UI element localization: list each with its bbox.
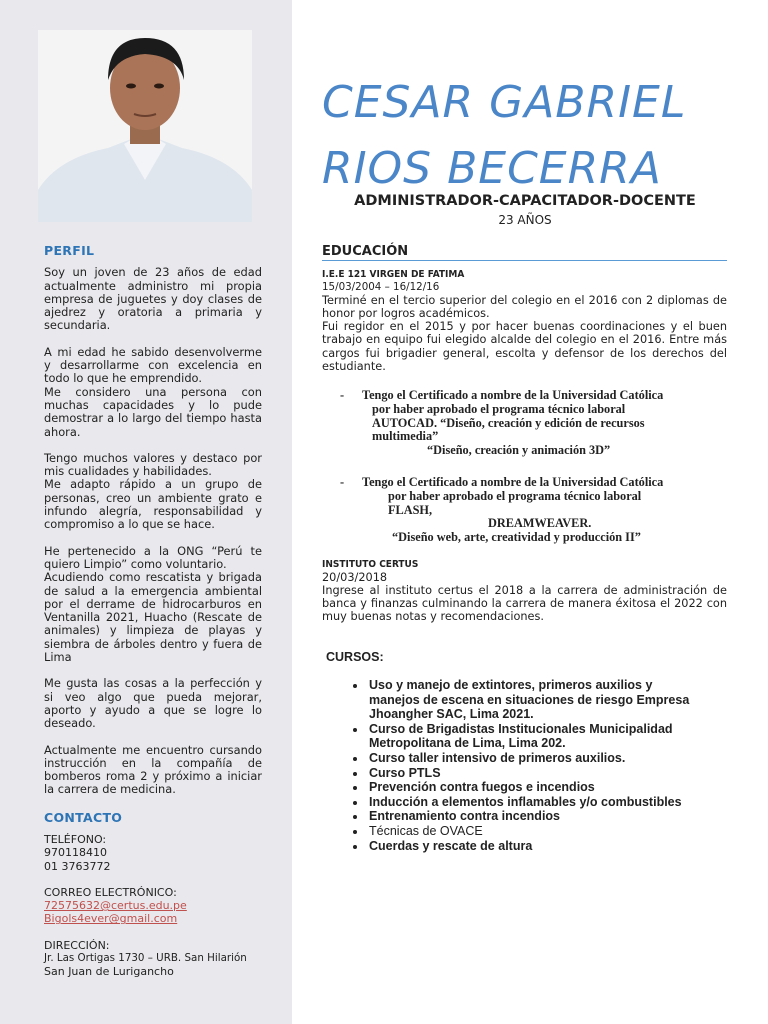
job-title: ADMINISTRADOR-CAPACITADOR-DOCENTE (354, 193, 696, 209)
course-item: • Curso taller intensivo de primeros auxilios. (367, 751, 702, 766)
course-item: • Inducción a elementos inflamables y/o combustibles (367, 795, 702, 810)
profile-title: PERFIL (44, 243, 95, 258)
name-line: CESAR GABRIEL (322, 77, 687, 128)
school-description: Fui regidor en el 2015 y por hacer buenas coordinaciones y el buen trabajo en equipo fui elegido alcalde del colegio en el 2016. Entre más cargos fui brigadier general, escolta y defensor de los derechos del estudiante. (322, 320, 727, 373)
sidebar (44, 244, 262, 979)
email-link[interactable]: 72575632@certus.edu.pe (44, 899, 187, 913)
profile-paragraph: Me adapto rápido a un grupo de personas, creo un ambiente grato e infundo alegría, responsabilidad y compromiso a lo que se hace. (44, 477, 262, 532)
profile-paragraph: Soy un joven de 23 años de edad actualmente administro mi propia empresa de juguetes y doy clases de ajedrez y oratoria a primaria y secundaria. (44, 265, 262, 333)
certificate-line: Tengo el Certificado a nombre de la Universidad Católica (362, 388, 664, 402)
name-line: RIOS BECERRA (322, 143, 662, 194)
school-description: Ingrese al instituto certus el 2018 a la carrera de administración de banca y finanzas culminando la carrera de manera éxitosa el 2022 con muy buenas notas y recomendaciones. (322, 584, 727, 624)
certificate-line: “Diseño, creación y animación 3D” (427, 443, 611, 458)
course-item: • Técnicas de OVACE (367, 824, 702, 839)
phone-number: 01 3763772 (44, 859, 111, 873)
address-line: San Juan de Lurigancho (44, 965, 174, 979)
education-school-1 (322, 268, 727, 373)
phone-number: 970118410 (44, 846, 107, 860)
certificate-1 (322, 389, 727, 458)
course-item: • Entrenamiento contra incendios (367, 809, 702, 824)
profile-paragraph: He pertenecido a la ONG “Perú te quiero Limpio” como voluntario. (44, 543, 262, 571)
course-item: • Cuerdas y rescate de altura (367, 839, 702, 854)
certificate-line: Tengo el Certificado a nombre de la Universidad Católica (362, 475, 664, 489)
certificate-2 (322, 476, 727, 545)
certificate-line: DREAMWEAVER. (488, 516, 592, 531)
address-line: Jr. Las Ortigas 1730 – URB. San Hilarión (44, 952, 247, 965)
school-name: I.E.E 121 VIRGEN DE FATIMA (322, 269, 465, 280)
contact-title: CONTACTO (44, 809, 123, 825)
school-dates: 15/03/2004 – 16/12/16 (322, 281, 440, 294)
certificate-line: por haber aprobado el programa técnico laboral (388, 488, 642, 503)
profile-paragraph: Acudiendo como rescatista y brigada de salud a la emergencia ambiental por el derrame de hidrocarburos en Ventanilla 2021, Huacho (Rescate de animales) y limpieza de playas y siembra de árboles dentro y fuera de Lima (44, 570, 262, 665)
courses-list (322, 678, 702, 853)
school-description: Terminé en el tercio superior del colegio en el 2016 con 2 diplomas de honor por logros académicos. (322, 294, 727, 321)
profile-paragraph: Me gusta las cosas a la perfección y si veo algo que pueda mejorar, aporto y ayudo a que se logre lo deseado. (44, 676, 262, 731)
profile-paragraph: Actualmente me encuentro cursando instrucción en la compañía de bomberos roma 2 y próximo a iniciar la carrera de medicina. (44, 742, 262, 797)
courses-list-container (322, 678, 702, 853)
certificate-line: FLASH, (388, 502, 433, 517)
education-school-2 (322, 558, 727, 623)
profile-paragraph: Tengo muchos valores y destaco por mis cualidades y habilidades. (44, 450, 262, 479)
profile-paragraph: A mi edad he sabido desenvolverme y desarrollarme con excelencia en todo lo que he emprendido. (44, 344, 262, 386)
courses-title: CURSOS: (326, 650, 384, 664)
course-item: • Curso PTLS (367, 766, 702, 781)
course-item: • Uso y manejo de extintores, primeros auxilios y manejos de escena en situaciones de riesgo Empresa Jhoangher SAC, Lima 2021. (367, 678, 702, 722)
phone-label: TELÉFONO: (44, 832, 107, 846)
certificate-line: multimedia” (372, 429, 439, 444)
certificate-bullet: - (340, 388, 345, 402)
school-dates: 20/03/2018 (322, 571, 388, 585)
age: 23 AÑOS (498, 213, 552, 227)
email-link[interactable]: Bigols4ever@gmail.com (44, 912, 178, 926)
course-item: • Curso de Brigadistas Institucionales Municipalidad Metropolitana de Lima, Lima 202. (367, 722, 702, 751)
school-name: INSTITUTO CERTUS (322, 559, 419, 570)
full-name (322, 70, 686, 202)
email-label: CORREO ELECTRÓNICO: (44, 885, 177, 899)
address-label: DIRECCIÓN: (44, 938, 110, 952)
education-title: EDUCACIÓN (322, 244, 727, 261)
profile-photo (38, 30, 252, 222)
certificate-line: “Diseño web, arte, creatividad y producción II” (392, 530, 641, 545)
profile-paragraph: Me considero una persona con muchas capacidades y lo pude demostrar a lo largo del tiempo hasta ahora. (44, 384, 262, 439)
certificate-bullet: - (340, 475, 345, 489)
course-item: • Prevención contra fuegos e incendios (367, 780, 702, 795)
certificate-line: AUTOCAD. “Diseño, creación y edición de recursos (372, 415, 645, 430)
certificate-line: por haber aprobado el programa técnico laboral (372, 401, 626, 416)
